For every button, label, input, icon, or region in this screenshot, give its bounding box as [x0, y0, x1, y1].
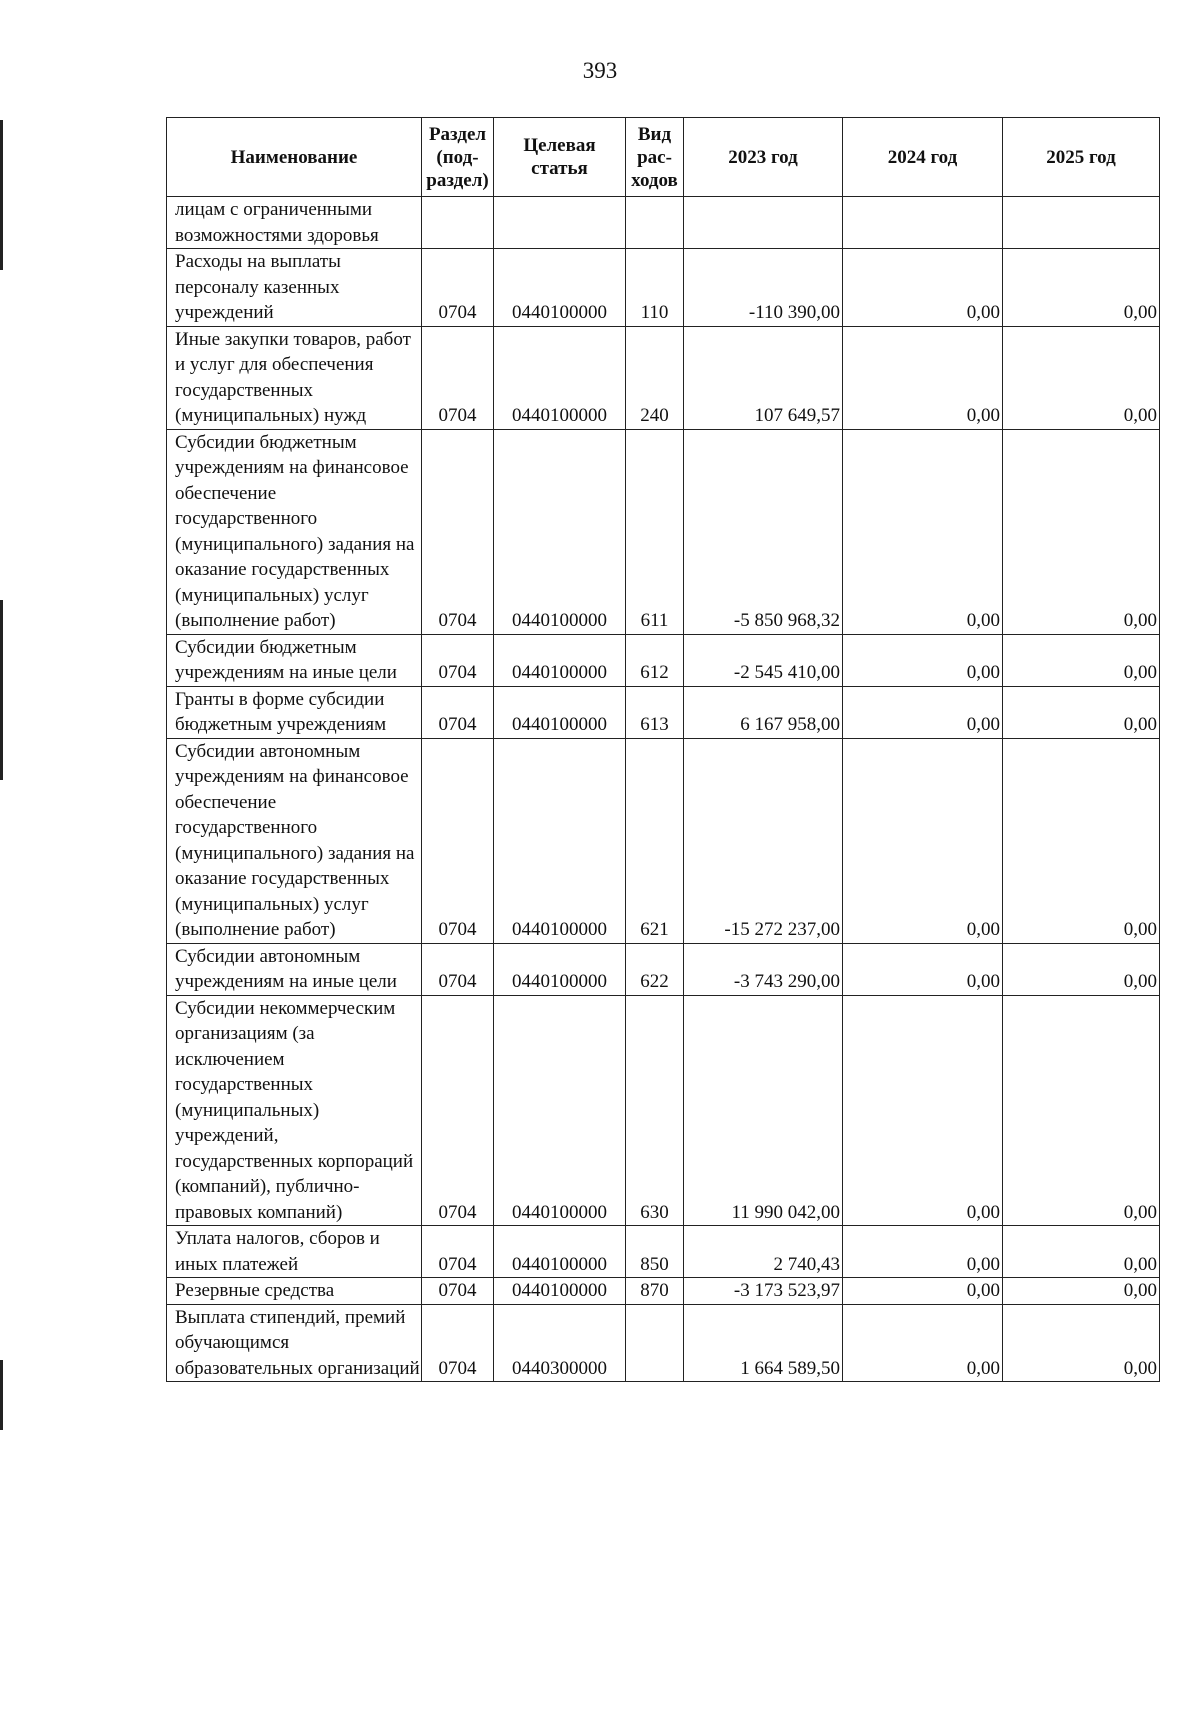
cell-2023: 2 740,43	[684, 1226, 843, 1278]
cell-2025: 0,00	[1003, 634, 1160, 686]
cell-target: 0440100000	[494, 995, 626, 1226]
cell-2025	[1003, 197, 1160, 249]
table-body	[167, 197, 1160, 1382]
cell-kind	[626, 197, 684, 249]
cell-name: Выплата стипендий, премий обучающимся образовательных организаций	[167, 1304, 422, 1382]
cell-2024: 0,00	[843, 634, 1003, 686]
cell-kind: 611	[626, 429, 684, 634]
cell-2023: -15 272 237,00	[684, 738, 843, 943]
cell-kind: 630	[626, 995, 684, 1226]
cell-kind: 870	[626, 1278, 684, 1305]
cell-2024	[843, 197, 1003, 249]
cell-2024: 0,00	[843, 1278, 1003, 1305]
cell-name: Субсидии бюджетным учреждениям на иные цели	[167, 634, 422, 686]
cell-target	[494, 197, 626, 249]
cell-kind: 850	[626, 1226, 684, 1278]
cell-target: 0440300000	[494, 1304, 626, 1382]
table-row	[167, 326, 1160, 429]
cell-name: Субсидии автономным учреждениям на иные цели	[167, 943, 422, 995]
cell-target: 0440100000	[494, 686, 626, 738]
cell-section: 0704	[422, 995, 494, 1226]
page-edge-mark	[0, 0, 4, 1716]
cell-2025: 0,00	[1003, 1278, 1160, 1305]
cell-kind: 613	[626, 686, 684, 738]
cell-name: Резервные средства	[167, 1278, 422, 1305]
table-row	[167, 738, 1160, 943]
cell-2025: 0,00	[1003, 1226, 1160, 1278]
cell-section: 0704	[422, 686, 494, 738]
cell-section: 0704	[422, 1226, 494, 1278]
cell-target: 0440100000	[494, 429, 626, 634]
cell-name: Расходы на выплаты персоналу казенных учреждений	[167, 249, 422, 327]
cell-target: 0440100000	[494, 738, 626, 943]
header-2025: 2025 год	[1003, 118, 1160, 197]
cell-kind: 621	[626, 738, 684, 943]
cell-2024: 0,00	[843, 943, 1003, 995]
cell-name: Иные закупки товаров, работ и услуг для обеспечения государственных (муниципальных) нужд	[167, 326, 422, 429]
cell-name: Субсидии автономным учреждениям на финансовое обеспечение государственного (муниципального) задания на оказание государственных (муниципальных) услуг (выполнение работ)	[167, 738, 422, 943]
header-2023: 2023 год	[684, 118, 843, 197]
table-row	[167, 943, 1160, 995]
cell-kind: 110	[626, 249, 684, 327]
cell-2025: 0,00	[1003, 326, 1160, 429]
cell-2025: 0,00	[1003, 686, 1160, 738]
table-row	[167, 1226, 1160, 1278]
header-2024: 2024 год	[843, 118, 1003, 197]
table-row	[167, 197, 1160, 249]
cell-section	[422, 197, 494, 249]
cell-2023: 1 664 589,50	[684, 1304, 843, 1382]
cell-kind	[626, 1304, 684, 1382]
cell-2023	[684, 197, 843, 249]
header-name: Наименование	[167, 118, 422, 197]
header-section: Раздел (под-раздел)	[422, 118, 494, 197]
cell-2024: 0,00	[843, 1226, 1003, 1278]
cell-target: 0440100000	[494, 1278, 626, 1305]
cell-2024: 0,00	[843, 686, 1003, 738]
page-number: 393	[582, 58, 618, 83]
cell-name: Уплата налогов, сборов и иных платежей	[167, 1226, 422, 1278]
cell-2024: 0,00	[843, 995, 1003, 1226]
cell-kind: 240	[626, 326, 684, 429]
header-kind: Вид рас-ходов	[626, 118, 684, 197]
cell-section: 0704	[422, 326, 494, 429]
cell-2025: 0,00	[1003, 943, 1160, 995]
cell-2025: 0,00	[1003, 738, 1160, 943]
cell-target: 0440100000	[494, 943, 626, 995]
budget-table	[166, 117, 1160, 1382]
cell-target: 0440100000	[494, 634, 626, 686]
cell-2025: 0,00	[1003, 995, 1160, 1226]
cell-name: Гранты в форме субсидии бюджетным учреждениям	[167, 686, 422, 738]
table-row	[167, 249, 1160, 327]
cell-target: 0440100000	[494, 249, 626, 327]
cell-name: Субсидии бюджетным учреждениям на финансовое обеспечение государственного (муниципального) задания на оказание государственных (муниципальных) услуг (выполнение работ)	[167, 429, 422, 634]
cell-target: 0440100000	[494, 326, 626, 429]
cell-section: 0704	[422, 738, 494, 943]
header-target: Целевая статья	[494, 118, 626, 197]
cell-2024: 0,00	[843, 738, 1003, 943]
cell-name: лицам с ограниченными возможностями здоровья	[167, 197, 422, 249]
table-row	[167, 1278, 1160, 1305]
cell-2025: 0,00	[1003, 249, 1160, 327]
cell-section: 0704	[422, 429, 494, 634]
cell-2023: -3 173 523,97	[684, 1278, 843, 1305]
cell-2023: -5 850 968,32	[684, 429, 843, 634]
cell-target: 0440100000	[494, 1226, 626, 1278]
cell-section: 0704	[422, 943, 494, 995]
cell-2023: -110 390,00	[684, 249, 843, 327]
cell-kind: 622	[626, 943, 684, 995]
cell-2024: 0,00	[843, 429, 1003, 634]
cell-2025: 0,00	[1003, 429, 1160, 634]
table-row	[167, 1304, 1160, 1382]
cell-2025: 0,00	[1003, 1304, 1160, 1382]
cell-2023: -3 743 290,00	[684, 943, 843, 995]
table-row	[167, 429, 1160, 634]
cell-section: 0704	[422, 634, 494, 686]
cell-name: Субсидии некоммерческим организациям (за исключением государственных (муниципальных) учреждений, государственных корпораций (компаний), публично-правовых компаний)	[167, 995, 422, 1226]
cell-2024: 0,00	[843, 326, 1003, 429]
cell-2023: 11 990 042,00	[684, 995, 843, 1226]
table-row	[167, 686, 1160, 738]
cell-section: 0704	[422, 1278, 494, 1305]
table-header-row	[167, 118, 1160, 197]
cell-2024: 0,00	[843, 1304, 1003, 1382]
cell-2023: -2 545 410,00	[684, 634, 843, 686]
cell-2023: 6 167 958,00	[684, 686, 843, 738]
table-row	[167, 995, 1160, 1226]
cell-section: 0704	[422, 249, 494, 327]
cell-section: 0704	[422, 1304, 494, 1382]
table-row	[167, 634, 1160, 686]
cell-kind: 612	[626, 634, 684, 686]
cell-2024: 0,00	[843, 249, 1003, 327]
cell-2023: 107 649,57	[684, 326, 843, 429]
